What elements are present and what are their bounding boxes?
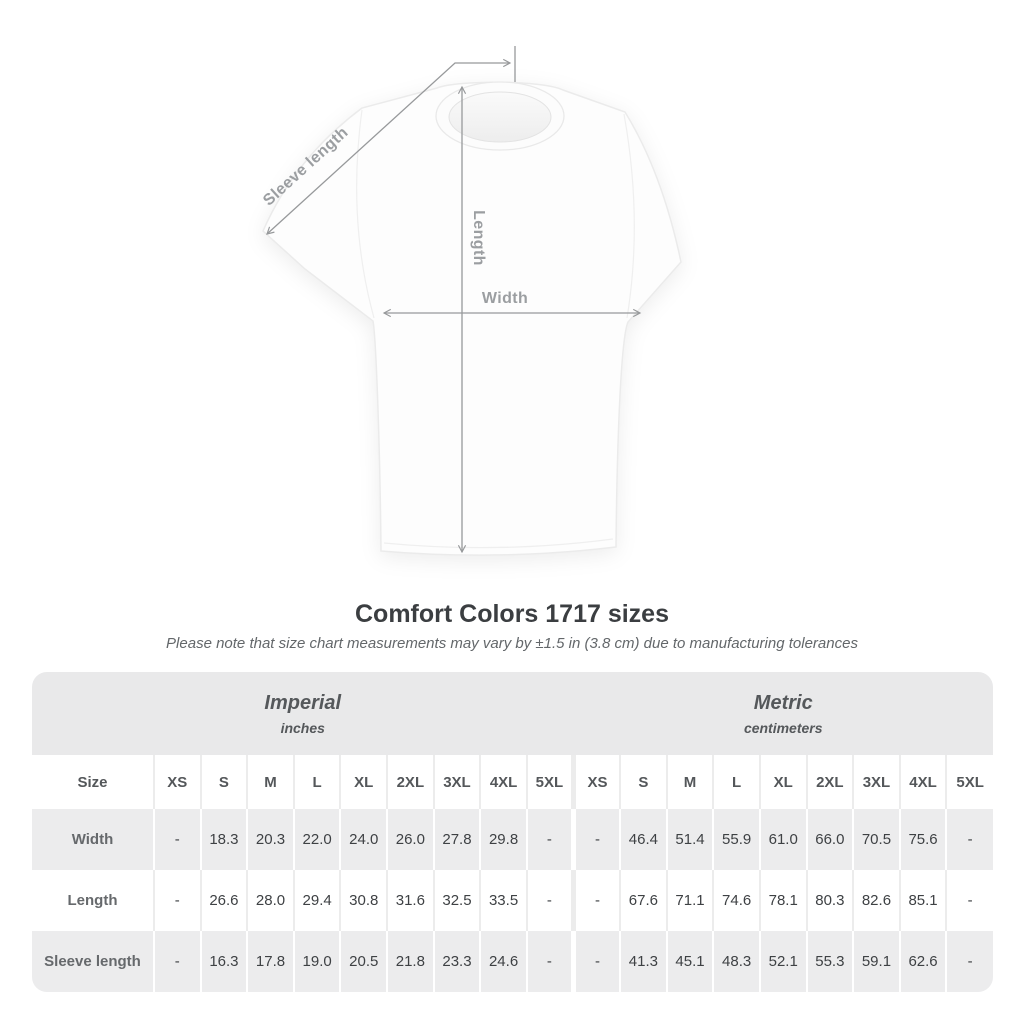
metric-width-xs: - bbox=[573, 809, 620, 870]
metric-size-header-3xl: 3XL bbox=[853, 755, 900, 809]
metric-sleeve-length-5xl: - bbox=[946, 931, 993, 992]
metric-length-xl: 78.1 bbox=[760, 870, 807, 931]
imperial-size-header-m: M bbox=[247, 755, 294, 809]
imperial-length-s: 26.6 bbox=[201, 870, 248, 931]
metric-sleeve-length-m: 45.1 bbox=[667, 931, 714, 992]
imperial-width-m: 20.3 bbox=[247, 809, 294, 870]
imperial-sleeve-length-2xl: 21.8 bbox=[387, 931, 434, 992]
metric-sleeve-length-3xl: 59.1 bbox=[853, 931, 900, 992]
imperial-width-5xl: - bbox=[527, 809, 574, 870]
imperial-group-title: Imperial bbox=[264, 691, 342, 714]
metric-group-title: Metric bbox=[753, 691, 813, 714]
imperial-sleeve-length-s: 16.3 bbox=[201, 931, 248, 992]
imperial-size-header-xl: XL bbox=[340, 755, 387, 809]
imperial-length-m: 28.0 bbox=[247, 870, 294, 931]
imperial-group-header bbox=[32, 672, 573, 755]
width-label: Width bbox=[481, 290, 529, 307]
metric-sleeve-length-4xl: 62.6 bbox=[900, 931, 947, 992]
imperial-size-header-l: L bbox=[294, 755, 341, 809]
metric-size-header-s: S bbox=[620, 755, 667, 809]
metric-length-xs: - bbox=[573, 870, 620, 931]
imperial-length-3xl: 32.5 bbox=[434, 870, 481, 931]
metric-size-header-5xl: 5XL bbox=[946, 755, 993, 809]
imperial-size-header-5xl: 5XL bbox=[527, 755, 574, 809]
imperial-length-5xl: - bbox=[527, 870, 574, 931]
metric-group-subtitle: centimeters bbox=[743, 719, 823, 736]
metric-size-header-xl: XL bbox=[760, 755, 807, 809]
row-label: Length bbox=[67, 892, 118, 909]
metric-width-3xl: 70.5 bbox=[853, 809, 900, 870]
metric-group-header bbox=[573, 672, 993, 755]
imperial-size-header-2xl: 2XL bbox=[387, 755, 434, 809]
metric-length-l: 74.6 bbox=[713, 870, 760, 931]
size-table-container bbox=[32, 672, 993, 992]
imperial-length-xl: 30.8 bbox=[340, 870, 387, 931]
imperial-length-4xl: 33.5 bbox=[480, 870, 527, 931]
imperial-width-l: 22.0 bbox=[294, 809, 341, 870]
imperial-sleeve-length-l: 19.0 bbox=[294, 931, 341, 992]
size-table bbox=[32, 672, 993, 992]
metric-width-s: 46.4 bbox=[620, 809, 667, 870]
imperial-length-l: 29.4 bbox=[294, 870, 341, 931]
size-header-row bbox=[32, 755, 993, 809]
imperial-length-xs: - bbox=[154, 870, 201, 931]
metric-sleeve-length-2xl: 55.3 bbox=[807, 931, 854, 992]
size-table-body bbox=[32, 809, 993, 992]
sleeve-length-label: Sleeve length bbox=[260, 123, 352, 210]
metric-length-m: 71.1 bbox=[667, 870, 714, 931]
metric-size-header-xs: XS bbox=[573, 755, 620, 809]
imperial-sleeve-length-xl: 20.5 bbox=[340, 931, 387, 992]
imperial-sleeve-length-m: 17.8 bbox=[247, 931, 294, 992]
imperial-group-subtitle: inches bbox=[280, 719, 325, 736]
metric-width-l: 55.9 bbox=[713, 809, 760, 870]
metric-sleeve-length-l: 48.3 bbox=[713, 931, 760, 992]
table-row-length bbox=[32, 870, 993, 931]
imperial-width-4xl: 29.8 bbox=[480, 809, 527, 870]
imperial-width-xl: 24.0 bbox=[340, 809, 387, 870]
imperial-width-3xl: 27.8 bbox=[434, 809, 481, 870]
length-label: Length bbox=[470, 210, 487, 266]
metric-width-m: 51.4 bbox=[667, 809, 714, 870]
imperial-sleeve-length-5xl: - bbox=[527, 931, 574, 992]
metric-sleeve-length-s: 41.3 bbox=[620, 931, 667, 992]
row-label: Width bbox=[71, 831, 114, 848]
metric-size-header-2xl: 2XL bbox=[807, 755, 854, 809]
table-row-sleeve-length bbox=[32, 931, 993, 992]
metric-length-4xl: 85.1 bbox=[900, 870, 947, 931]
imperial-size-header-3xl: 3XL bbox=[434, 755, 481, 809]
imperial-width-2xl: 26.0 bbox=[387, 809, 434, 870]
imperial-sleeve-length-4xl: 24.6 bbox=[480, 931, 527, 992]
metric-length-3xl: 82.6 bbox=[853, 870, 900, 931]
metric-sleeve-length-xs: - bbox=[573, 931, 620, 992]
metric-width-4xl: 75.6 bbox=[900, 809, 947, 870]
metric-size-header-m: M bbox=[667, 755, 714, 809]
metric-size-header-4xl: 4XL bbox=[900, 755, 947, 809]
metric-size-header-l: L bbox=[713, 755, 760, 809]
tolerance-note: Please note that size chart measurements may vary by ±1.5 in (3.8 cm) due to manufacturing tolerances bbox=[166, 635, 858, 652]
metric-length-s: 67.6 bbox=[620, 870, 667, 931]
imperial-width-s: 18.3 bbox=[201, 809, 248, 870]
table-row-width bbox=[32, 809, 993, 870]
imperial-size-header-xs: XS bbox=[154, 755, 201, 809]
neck-opening bbox=[449, 92, 551, 142]
metric-width-2xl: 66.0 bbox=[807, 809, 854, 870]
metric-length-5xl: - bbox=[946, 870, 993, 931]
imperial-size-header-4xl: 4XL bbox=[480, 755, 527, 809]
metric-width-5xl: - bbox=[946, 809, 993, 870]
size-column-header: Size bbox=[32, 755, 154, 809]
row-label: Sleeve length bbox=[44, 953, 141, 970]
imperial-sleeve-length-3xl: 23.3 bbox=[434, 931, 481, 992]
imperial-sleeve-length-xs: - bbox=[154, 931, 201, 992]
imperial-width-xs: - bbox=[154, 809, 201, 870]
metric-sleeve-length-xl: 52.1 bbox=[760, 931, 807, 992]
metric-length-2xl: 80.3 bbox=[807, 870, 854, 931]
unit-group-row bbox=[32, 672, 993, 755]
imperial-length-2xl: 31.6 bbox=[387, 870, 434, 931]
imperial-size-header-s: S bbox=[201, 755, 248, 809]
metric-width-xl: 61.0 bbox=[760, 809, 807, 870]
table-head bbox=[32, 672, 993, 809]
page-title: Comfort Colors 1717 sizes bbox=[355, 600, 669, 628]
